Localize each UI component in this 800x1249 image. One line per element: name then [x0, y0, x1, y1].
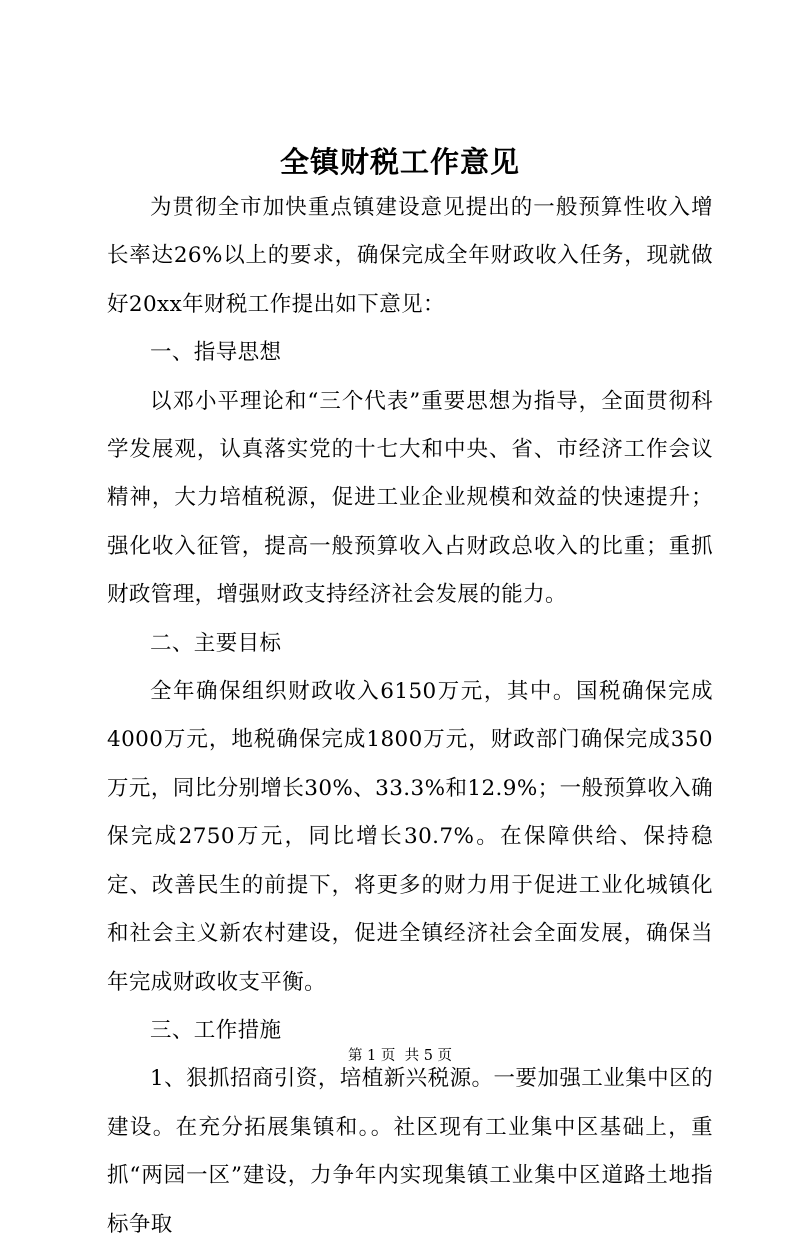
section-heading-main-goals: 二、主要目标: [150, 630, 282, 656]
document-body: [107, 184, 713, 1249]
document-title: 全镇财税工作意见: [279, 145, 520, 179]
intro-paragraph: 为贯彻全市加快重点镇建设意见提出的一般预算性收入增长率达26%以上的要求，确保完成全年财政收入任务，现就做好20xx年财税工作提出如下意见：: [107, 195, 713, 317]
work-measures-paragraph: 1、狠抓招商引资，培植新兴税源。一要加强工业集中区的建设。在充分拓展集镇和。。社区现有工业集中区基础上，重抓“两园一区”建设，力争年内实现集镇工业集中区道路土地指标争取: [107, 1066, 713, 1237]
section-heading-guiding-ideology: 一、指导思想: [150, 340, 282, 366]
main-goals-paragraph: 全年确保组织财政收入6150万元，其中。国税确保完成4000万元，地税确保完成1800万元，财政部门确保完成350万元，同比分别增长30%、33.3%和12.9%；一般预算收入确保完成2750万元，同比增长30.7%。在保障供给、保持稳定、改善民生的前提下，将更多的财力用于促进工业化城镇化和社会主义新农村建设，促进全镇经济社会全面发展，确保当年完成财政收支平衡。: [107, 679, 713, 995]
page-number: 第 1 页 共 5 页: [347, 1048, 453, 1064]
page-footer: [0, 1044, 800, 1065]
guiding-ideology-paragraph: 以邓小平理论和“三个代表”重要思想为指导，全面贯彻科学发展观，认真落实党的十七大和中央、省、市经济工作会议精神，大力培植税源，促进工业企业规模和效益的快速提升；强化收入征管，提高一般预算收入占财政总收入的比重；重抓财政管理，增强财政支持经济社会发展的能力。: [107, 388, 713, 608]
section-heading-work-measures: 三、工作措施: [150, 1017, 282, 1043]
